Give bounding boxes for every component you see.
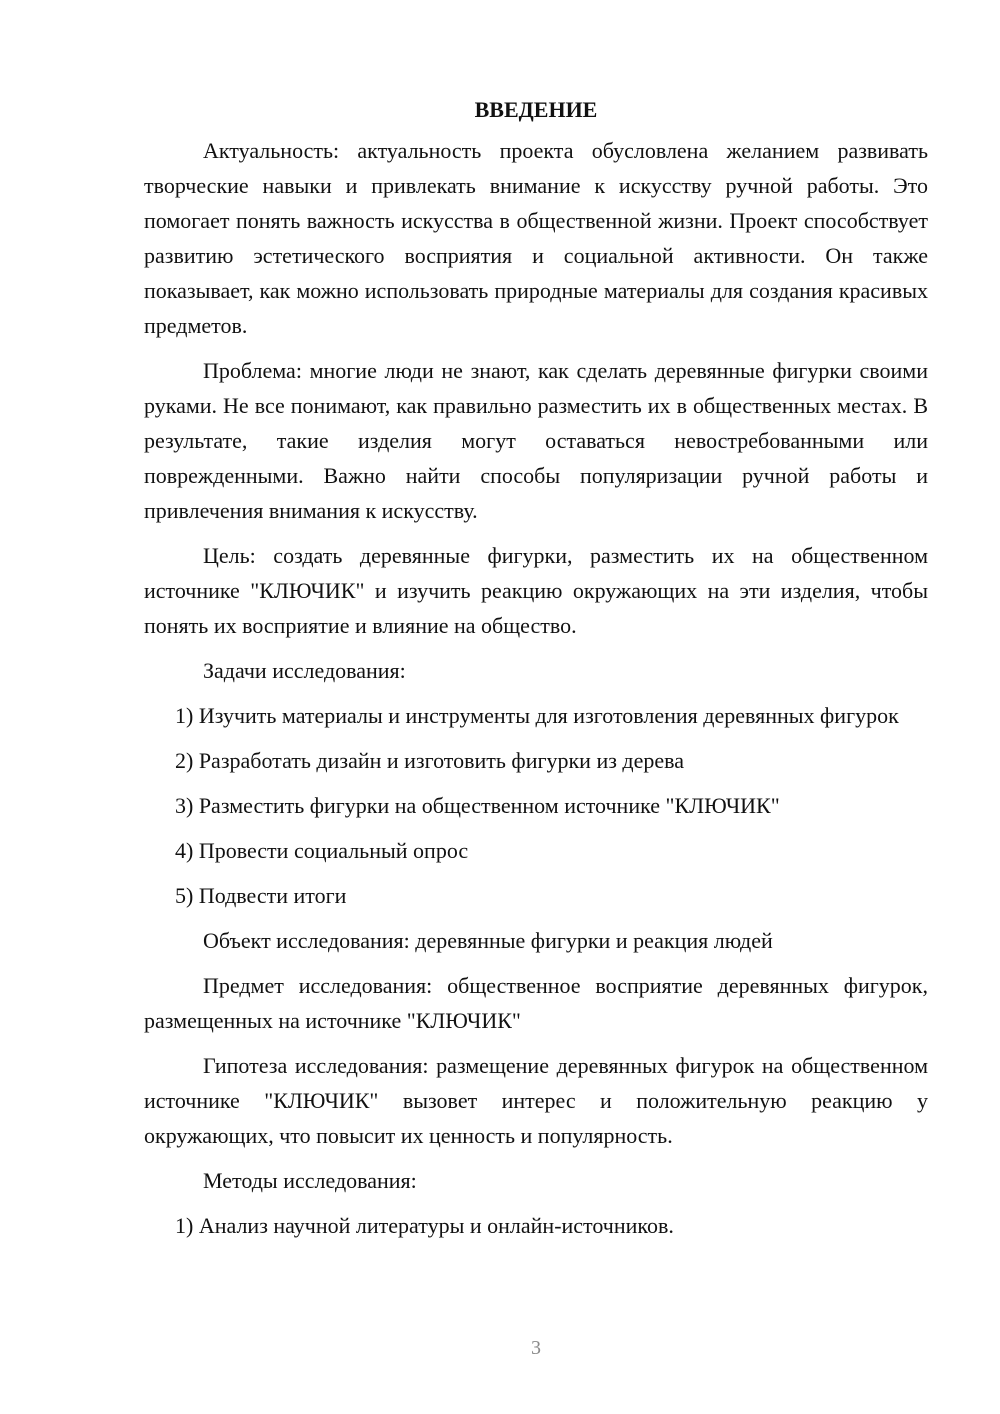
relevance-paragraph: Актуальность: актуальность проекта обусловлена желанием развивать творческие навыки и привлекать внимание к искусству ручной работы. Это помогает понять важность искусства в общественной жизни. Проект способствует развитию эстетического восприятия и социальной активности. Он также показывает, как можно использовать природные материалы для создания красивых предметов.: [144, 138, 928, 338]
subject-paragraph: Предмет исследования: общественное восприятие деревянных фигурок, размещенных на источнике "КЛЮЧИК": [144, 973, 928, 1033]
page-number: 3: [531, 1337, 541, 1359]
list-item: 4) Провести социальный опрос: [175, 838, 469, 863]
methods-list: [144, 1208, 928, 1243]
list-item: 1) Анализ научной литературы и онлайн-источников.: [175, 1213, 674, 1238]
list-item: 3) Разместить фигурки на общественном источнике "КЛЮЧИК": [175, 793, 780, 818]
list-item: 2) Разработать дизайн и изготовить фигурки из дерева: [175, 748, 684, 773]
problem-paragraph: Проблема: многие люди не знают, как сделать деревянные фигурки своими руками. Не все понимают, как правильно разместить их в общественных местах. В результате, такие изделия могут оставаться невостребованными или поврежденными. Важно найти способы популяризации ручной работы и привлечения внимания к искусству.: [144, 358, 928, 523]
hypothesis-paragraph: Гипотеза исследования: размещение деревянных фигурок на общественном источнике "КЛЮЧИК" вызовет интерес и положительную реакцию у окружающих, что повысит их ценность и популярность.: [144, 1053, 928, 1148]
list-item: 5) Подвести итоги: [175, 883, 347, 908]
object-paragraph: Объект исследования: деревянные фигурки и реакция людей: [203, 928, 773, 953]
tasks-list: [144, 698, 928, 913]
goal-paragraph: Цель: создать деревянные фигурки, разместить их на общественном источнике "КЛЮЧИК" и изучить реакцию окружающих на эти изделия, чтобы понять их восприятие и влияние на общество.: [144, 543, 928, 638]
methods-heading: Методы исследования:: [203, 1168, 417, 1193]
tasks-heading: Задачи исследования:: [203, 658, 406, 683]
page-content: [144, 95, 928, 1243]
list-item: 1) Изучить материалы и инструменты для изготовления деревянных фигурок: [175, 703, 899, 728]
section-title: ВВЕДЕНИЕ: [474, 97, 598, 122]
